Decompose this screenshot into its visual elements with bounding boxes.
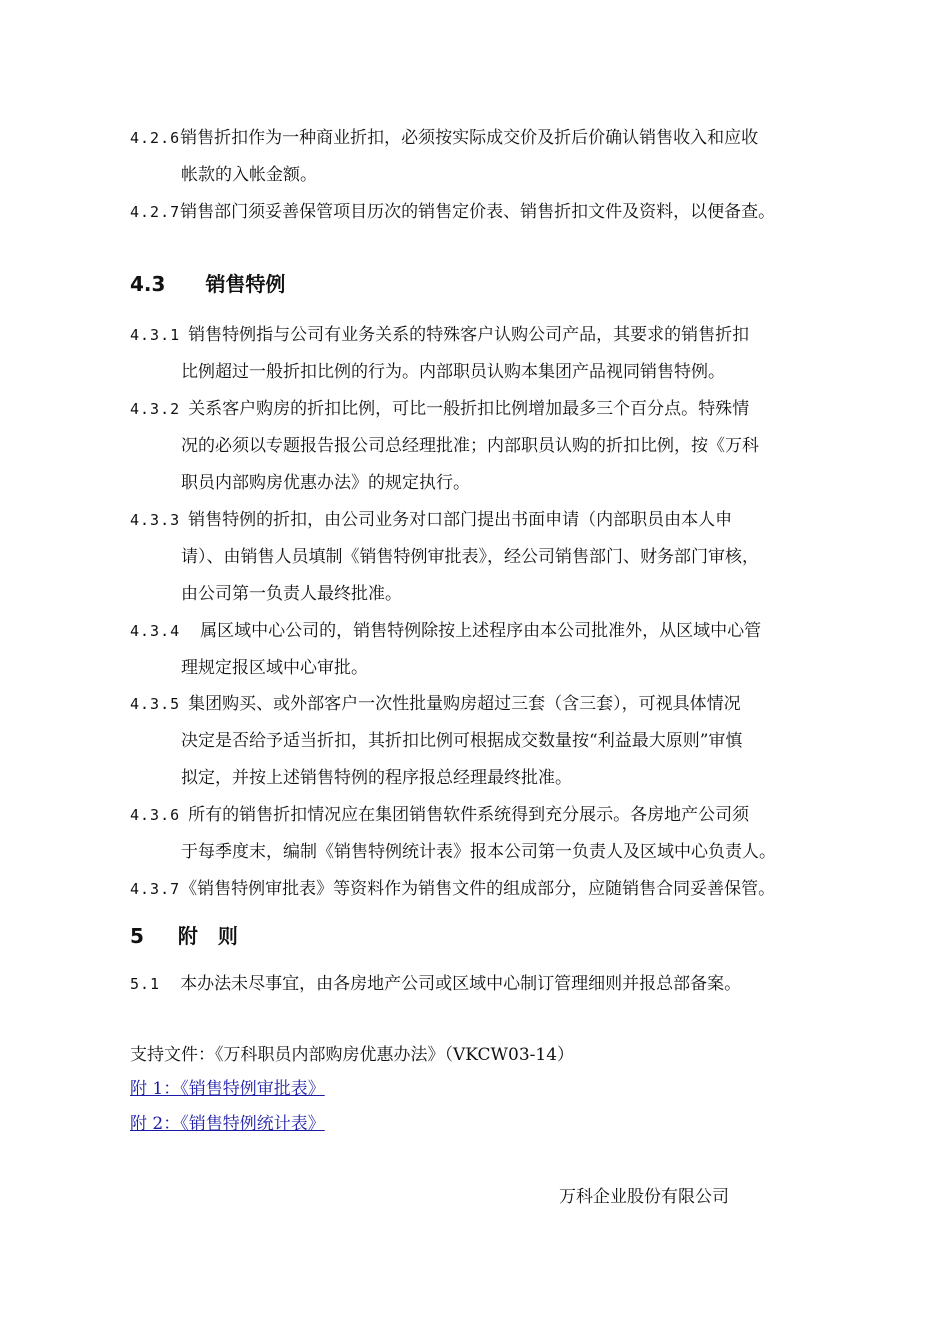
- clause-4-3-2-line-3: 职员内部购房优惠办法》的规定执行。: [181, 473, 470, 493]
- clause-4-2-6-line-2: 帐款的入帐金额。: [181, 165, 317, 185]
- clause-text: 《销售特例审批表》等资料作为销售文件的组成部分，应随销售合同妥善保管。: [180, 879, 776, 899]
- section-heading-4-3: [130, 270, 285, 298]
- clause-number: 4.2.6: [130, 129, 181, 147]
- clause-text: 本办法未尽事宜，由各房地产公司或区域中心制订管理细则并报总部备案。: [180, 974, 742, 994]
- clause-4-3-6-line-1: [130, 803, 749, 827]
- section-title: 附 则: [177, 924, 238, 948]
- clause-text: 销售折扣作为一种商业折扣，必须按实际成交价及折后价确认销售收入和应收: [180, 128, 759, 148]
- clause-number: 4.2.7: [130, 203, 181, 221]
- clause-text: 关系客户购房的折扣比例，可比一般折扣比例增加最多三个百分点。特殊情: [188, 399, 750, 419]
- clause-4-3-7-line-1: [130, 877, 775, 901]
- clause-4-3-5-line-2: 决定是否给予适当折扣，其折扣比例可根据成交数量按“利益最大原则”审慎: [181, 731, 743, 751]
- clause-number: 4.3.1: [130, 326, 181, 344]
- clause-4-3-1-line-2: 比例超过一般折扣比例的行为。内部职员认购本集团产品视同销售特例。: [181, 362, 725, 382]
- clause-4-2-6-line-1: [130, 126, 758, 150]
- clause-4-3-5-line-3: 拟定，并按上述销售特例的程序报总经理最终批准。: [181, 768, 572, 788]
- clause-4-3-3-line-3: 由公司第一负责人最终批准。: [181, 584, 402, 604]
- clause-5-1-line-1: [130, 972, 741, 996]
- section-number: 4.3: [130, 272, 166, 296]
- clause-number: 4.3.5: [130, 695, 181, 713]
- clause-number: 4.3.3: [130, 511, 181, 529]
- clause-text: 销售特例的折扣，由公司业务对口部门提出书面申请（内部职员由本人申: [188, 510, 733, 530]
- section-heading-5: [130, 922, 238, 950]
- clause-text: 销售特例指与公司有业务关系的特殊客户认购公司产品，其要求的销售折扣: [188, 325, 750, 345]
- clause-number: 4.3.4: [130, 622, 181, 640]
- clause-number: 5.1: [130, 975, 161, 993]
- clause-text: 属区域中心公司的，销售特例除按上述程序由本公司批准外，从区域中心管: [200, 621, 762, 641]
- clause-4-3-2-line-1: [130, 397, 749, 421]
- attachment-link-2[interactable]: 附 2：《销售特例统计表》: [130, 1114, 325, 1134]
- clause-number: 4.3.7: [130, 880, 181, 898]
- attachment-link-1[interactable]: 附 1：《销售特例审批表》: [130, 1079, 325, 1099]
- clause-number: 4.3.6: [130, 806, 181, 824]
- section-number: 5: [130, 924, 144, 948]
- clause-4-3-1-line-1: [130, 323, 749, 347]
- clause-4-3-5-line-1: [130, 692, 741, 716]
- clause-4-3-2-line-2: 况的必须以专题报告报公司总经理批准；内部职员认购的折扣比例，按《万科: [181, 436, 759, 456]
- clause-4-3-3-line-1: [130, 508, 732, 532]
- clause-4-3-4-line-1: [130, 619, 761, 643]
- clause-text: 所有的销售折扣情况应在集团销售软件系统得到充分展示。各房地产公司须: [188, 805, 750, 825]
- clause-4-2-7-line-1: [130, 200, 775, 224]
- clause-number: 4.3.2: [130, 400, 181, 418]
- clause-text: 集团购买、或外部客户一次性批量购房超过三套（含三套），可视具体情况: [188, 694, 741, 714]
- clause-4-3-3-line-2: 请）、由销售人员填制《销售特例审批表》，经公司销售部门、财务部门审核，: [181, 547, 759, 567]
- clause-text: 销售部门须妥善保管项目历次的销售定价表、销售折扣文件及资料，以便备查。: [180, 202, 776, 222]
- clause-4-3-6-line-2: 于每季度末，编制《销售特例统计表》报本公司第一负责人及区域中心负责人。: [181, 842, 776, 862]
- clause-4-3-4-line-2: 理规定报区域中心审批。: [181, 658, 368, 678]
- company-signature: 万科企业股份有限公司: [559, 1187, 729, 1207]
- section-title: 销售特例: [205, 272, 286, 296]
- supporting-document-label: 支持文件：《万科职员内部购房优惠办法》（VKCW03-14）: [130, 1045, 575, 1065]
